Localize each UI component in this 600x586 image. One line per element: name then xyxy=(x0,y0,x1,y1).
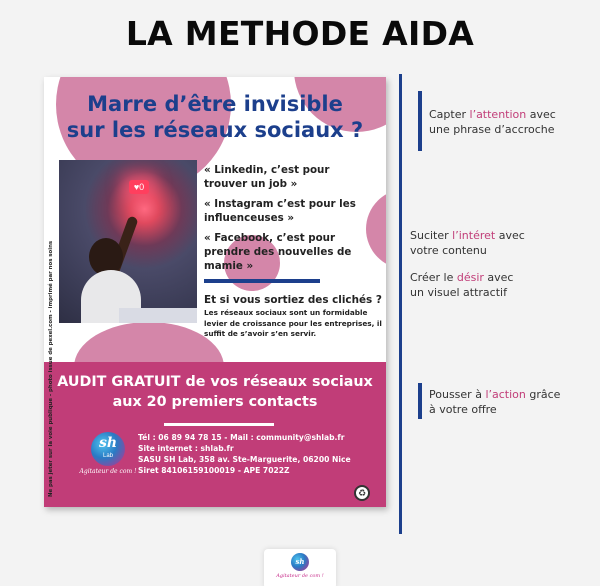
step-text: avec xyxy=(526,108,556,121)
step-text: Pousser à xyxy=(429,388,486,401)
flyer-photo xyxy=(59,160,197,323)
audit-offer xyxy=(44,372,386,412)
divider xyxy=(164,423,274,426)
decor-circle xyxy=(366,189,386,269)
step-text: grâce xyxy=(525,388,561,401)
like-notification-icon: ♥0 xyxy=(129,180,149,194)
flyer xyxy=(44,77,386,507)
step-highlight: l’intéret xyxy=(452,229,496,242)
step-highlight: désir xyxy=(456,271,484,284)
shlab-logo-small: sh xyxy=(291,553,309,571)
audit-line-2: aux 20 premiers contacts xyxy=(112,394,318,410)
photo-table xyxy=(119,308,197,323)
footer-logo-card xyxy=(264,549,336,586)
contact-address: SASU SH Lab, 358 av. Ste-Marguerite, 06200 Nice xyxy=(138,455,351,464)
quote-facebook: « Facebook, c’est pour prendre des nouvelles de mamie » xyxy=(204,232,352,272)
logo-lab: Lab xyxy=(102,453,113,459)
cliches-body: Les réseaux sociaux sont un formidable levier de croissance pour les entreprises, il suffit de s’avoir s’en servir. xyxy=(204,308,382,338)
offer-band xyxy=(44,362,386,507)
contact-phone-mail: Tél : 06 89 94 78 15 - Mail : community@shlab.fr xyxy=(138,433,345,442)
step-text: votre contenu xyxy=(410,244,487,257)
quotes-list xyxy=(204,163,364,279)
disclaimer-text: Ne pas jeter sur la voie publique - photo issue de pexel.com - imprimé par nos soins xyxy=(48,240,54,497)
flyer-headline xyxy=(44,91,386,143)
step-text: avec xyxy=(495,229,525,242)
step-highlight: l’attention xyxy=(469,108,527,121)
quote-linkedin: « Linkedin, c’est pour trouver un job » xyxy=(204,164,330,190)
logo-tagline: Agitateur de com ! xyxy=(79,468,137,475)
step-text: Suciter xyxy=(410,229,453,242)
step-text: une phrase d’accroche xyxy=(429,123,555,136)
cliches-question: Et si vous sortiez des clichés ? xyxy=(204,294,382,306)
step-action xyxy=(429,387,560,417)
vertical-disclaimer xyxy=(46,157,60,497)
step-text: à votre offre xyxy=(429,403,497,416)
step-marker xyxy=(418,383,422,419)
step-desire xyxy=(410,270,513,300)
footer-tagline: Agitateur de com ! xyxy=(276,573,324,579)
headline-line-1: Marre d’être invisible xyxy=(87,92,343,116)
cliches-block xyxy=(204,294,384,340)
step-text: Créer le xyxy=(410,271,457,284)
quote-instagram: « Instagram c’est pour les influenceuses » xyxy=(204,198,356,224)
headline-line-2: sur les réseaux sociaux ? xyxy=(66,118,364,142)
step-interest xyxy=(410,228,525,258)
step-marker xyxy=(418,91,422,151)
step-attention xyxy=(429,107,556,137)
step-text: Capter xyxy=(429,108,470,121)
divider xyxy=(204,279,320,283)
shlab-logo xyxy=(91,432,125,466)
contact-website: Site internet : shlab.fr xyxy=(138,444,234,453)
contact-siret: Siret 84106159100019 - APE 7022Z xyxy=(138,466,290,475)
step-text: un visuel attractif xyxy=(410,286,507,299)
logo-sh: sh xyxy=(98,435,118,451)
page-title: LA METHODE AIDA xyxy=(125,14,475,53)
recycle-icon: ♻ xyxy=(354,485,370,501)
step-text: avec xyxy=(483,271,514,284)
contact-info xyxy=(138,432,351,476)
audit-line-1: AUDIT GRATUIT de vos réseaux sociaux xyxy=(57,374,373,390)
step-highlight: l’action xyxy=(485,388,526,401)
aida-timeline-line xyxy=(399,74,402,534)
